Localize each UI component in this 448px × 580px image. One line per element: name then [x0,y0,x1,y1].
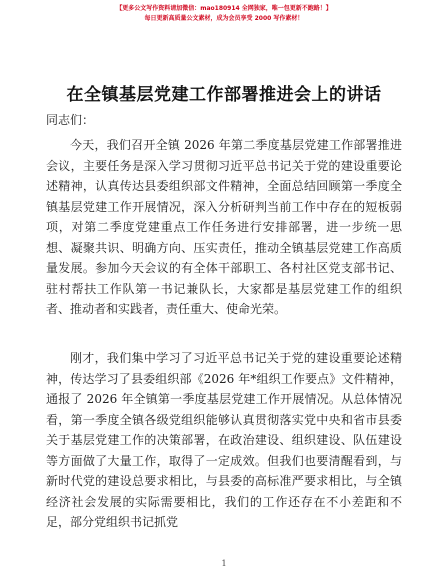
paragraph-2-container [46,348,402,533]
promo-banner-line-1: 【更多公文写作资料请加微信：mao180914 全网独家，唯一包更新不跑路！】 [116,5,332,12]
paragraph-2: 刚才，我们集中学习了习近平总书记关于党的建设重要论述精神，传达学习了县委组织部《2026 年*组织工作要点》文件精神，通报了 2026 年全镇第一季度基层党建工作开展情况。从总体情况看，第一季度全镇各级党组织能够认真贯彻落实党中央和省市县委关于基层党建工作的决策部署，在政治建设、组织建设、队伍建设等方面做了大量工作，取得了一定成效。但我们也要清醒看到，与新时代党的建设总要求相比，与县委的高标准严要求相比，与全镇经济社会发展的实际需要相比，我们的工作还存在不小差距和不足，部分党组织书记抓党 [46,351,402,529]
paragraph-1: 今天，我们召开全镇 2026 年第二季度基层党建工作部署推进会议，主要任务是深入学习贯彻习近平总书记关于党的建设重要论述精神，认真传达县委组织部文件精神，全面总结回顾第一季度全镇基层党建工作开展情况，深入分析研判当前工作中存在的短板弱项，对第二季度党建重点工作任务进行安排部署，进一步统一思想、凝聚共识、明确方向、压实责任，推动全镇基层党建工作高质量发展。参加今天会议的有全体干部职工、各村社区党支部书记、驻村帮扶工作队第一书记兼队长，大家都是基层党建工作的组织者、推动者和实践者，责任重大、使命光荣。 [46,138,402,316]
promo-banner [0,4,448,24]
document-title: 在全镇基层党建工作部署推进会上的讲话 [66,85,382,105]
page-number: 1 [221,559,227,568]
paragraph-1-container [46,135,402,320]
promo-banner-line-2: 每日更新高质量公文素材，成为会员享受 2000 写作素材！ [144,15,304,22]
salutation: 同志们： [46,113,95,127]
